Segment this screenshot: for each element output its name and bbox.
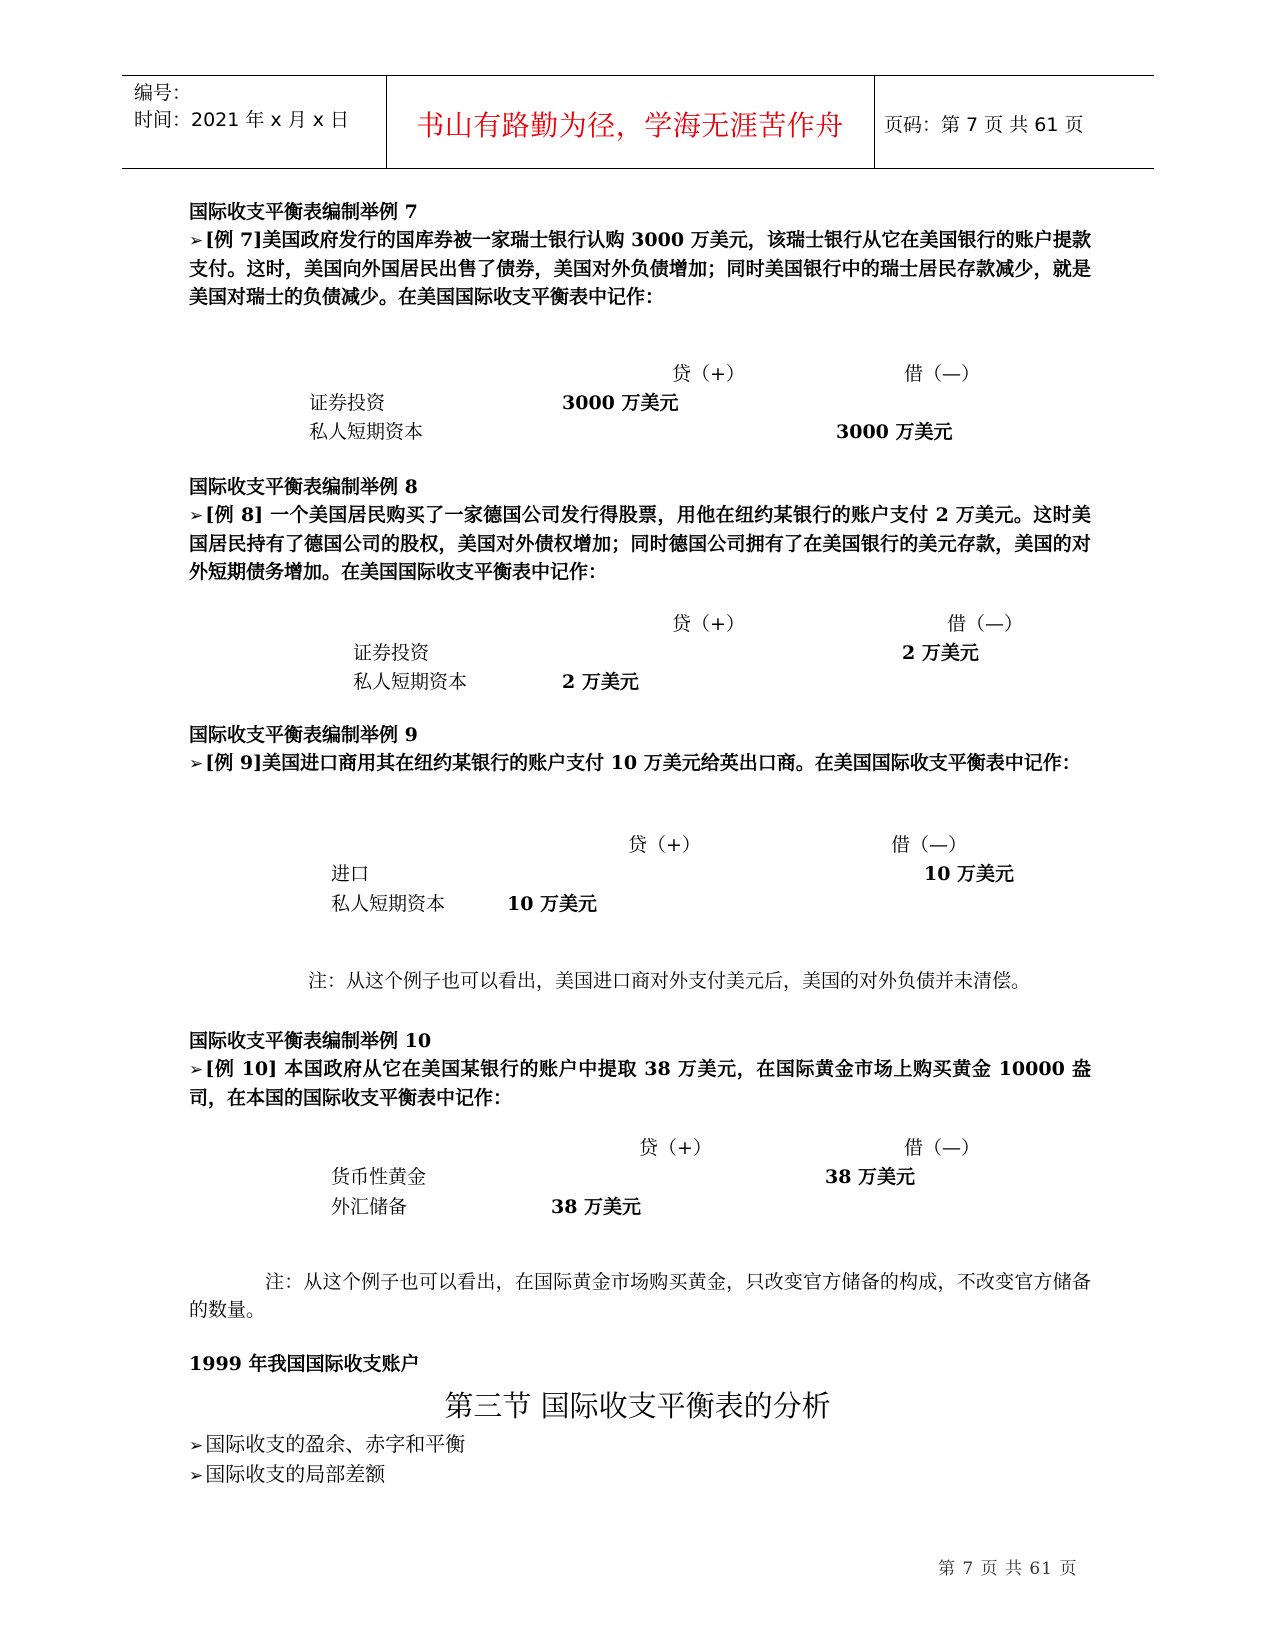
example-8-credit-header: 贷（+）: [672, 613, 745, 635]
arrow-bullet-icon: ➢: [189, 231, 204, 251]
example-7-row-2-item: 私人短期资本: [309, 421, 424, 443]
example-7-text: ➢ [例 7]美国政府发行的国库券被一家瑞士银行认购 3000 万美元，该瑞士银行从它在美国银行的账户提款支付。这时，美国向外国居民出售了债券，美国对外负债增加；同时美国银行中的瑞士居民存款减少，就是美国对瑞士的负债减少。在美国国际收支平衡表中记作：: [189, 229, 1091, 308]
example-10-row-1-item: 货币性黄金: [331, 1166, 427, 1188]
arrow-bullet-icon: ➢: [189, 1466, 204, 1486]
example-9-row-2-amount: 10 万美元: [507, 893, 598, 915]
example-9-debit-header: 借（—）: [891, 834, 968, 856]
header-time-label: 时间：2021 年 x 月 x 日: [134, 109, 350, 131]
example-8-row-1-item: 证券投资: [353, 642, 430, 664]
example-10-row-2-amount: 38 万美元: [551, 1196, 642, 1218]
example-7-row-1-item: 证券投资: [309, 392, 386, 414]
example-7-row-2-amount: 3000 万美元: [836, 421, 953, 443]
example-9-row-1-amount: 10 万美元: [924, 863, 1015, 885]
example-9-credit-header: 贷（+）: [628, 834, 701, 856]
example-10-title: 国际收支平衡表编制举例 10: [189, 1030, 432, 1052]
bullet-item-2: ➢ 国际收支的局部差额: [189, 1462, 386, 1486]
example-7-title: 国际收支平衡表编制举例 7: [189, 201, 418, 223]
section-title: 第三节 国际收支平衡表的分析: [444, 1389, 831, 1423]
header-divider-right: [874, 75, 875, 168]
example-9-note: 注：从这个例子也可以看出，美国进口商对外支付美元后，美国的对外负债并未清偿。: [308, 970, 1031, 992]
example-9-row-2-item: 私人短期资本: [331, 893, 446, 915]
example-10-note: 注：从这个例子也可以看出，在国际黄金市场购买黄金，只改变官方储备的构成，不改变官方储备的数量。: [189, 1271, 1091, 1321]
arrow-bullet-icon: ➢: [189, 1436, 204, 1456]
example-9-row-1-item: 进口: [331, 863, 370, 885]
header-bottom-rule: [122, 168, 1154, 169]
example-8-row-1-amount: 2 万美元: [902, 642, 979, 664]
example-9-text: ➢ [例 9]美国进口商用其在纽约某银行的账户支付 10 万美元给英出口商。在美国国际收支平衡表中记作：: [189, 752, 1081, 774]
example-8-debit-header: 借（—）: [947, 613, 1024, 635]
header-motto: 书山有路勤为径，学海无涯苦作舟: [416, 109, 844, 142]
example-9-title: 国际收支平衡表编制举例 9: [189, 724, 418, 746]
arrow-bullet-icon: ➢: [189, 754, 204, 774]
example-8-row-2-amount: 2 万美元: [562, 671, 639, 693]
example-7-row-1-amount: 3000 万美元: [562, 392, 679, 414]
example-7-debit-header: 借（—）: [904, 363, 981, 385]
example-8-text: ➢ [例 8] 一个美国居民购买了一家德国公司发行得股票，用他在纽约某银行的账户支付 2 万美元。这时美国居民持有了德国公司的股权，美国对外债权增加；同时德国公司拥有了在美国银行的美元存款，美国的对外短期债务增加。在美国国际收支平衡表中记作：: [189, 504, 1091, 583]
example-10-debit-header: 借（—）: [904, 1137, 981, 1159]
arrow-bullet-icon: ➢: [189, 506, 204, 526]
example-10-row-2-item: 外汇储备: [331, 1196, 408, 1218]
example-7-credit-header: 贷（+）: [672, 363, 745, 385]
example-10-text: ➢ [例 10] 本国政府从它在美国某银行的账户中提取 38 万美元，在国际黄金市场上购买黄金 10000 盎司，在本国的国际收支平衡表中记作：: [189, 1058, 1091, 1109]
example-8-row-2-item: 私人短期资本: [353, 671, 468, 693]
header-number-label: 编号：: [134, 82, 192, 104]
account-title: 1999 年我国国际收支账户: [189, 1353, 420, 1375]
example-10-credit-header: 贷（+）: [639, 1137, 712, 1159]
example-10-row-1-amount: 38 万美元: [825, 1166, 916, 1188]
header-meta: [134, 80, 349, 134]
header-page-info: 页码：第 7 页 共 61 页: [884, 114, 1084, 136]
example-8-title: 国际收支平衡表编制举例 8: [189, 476, 418, 498]
arrow-bullet-icon: ➢: [189, 1060, 204, 1080]
header-top-rule: [122, 75, 1154, 76]
bullet-item-1: ➢ 国际收支的盈余、赤字和平衡: [189, 1432, 466, 1456]
page-footer: 第 7 页 共 61 页: [938, 1559, 1078, 1579]
